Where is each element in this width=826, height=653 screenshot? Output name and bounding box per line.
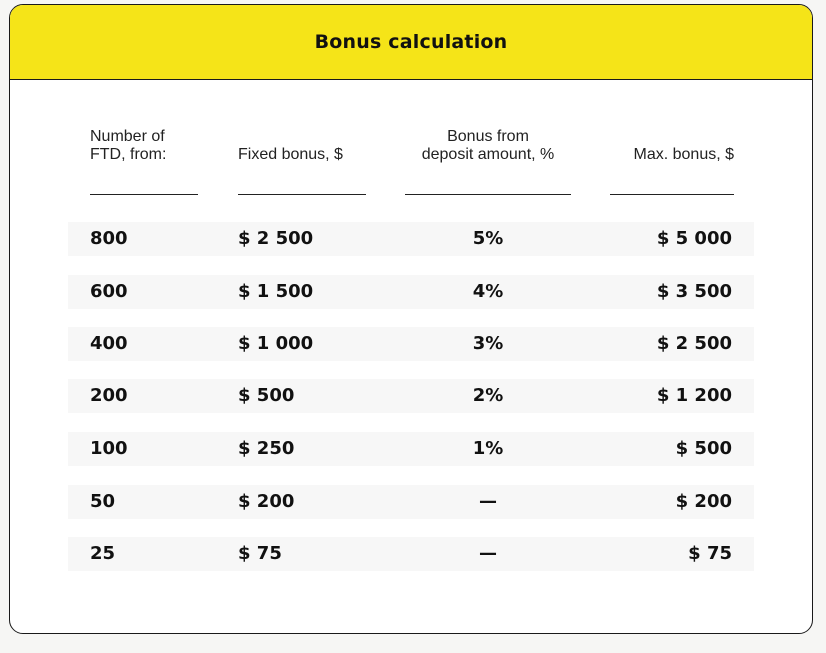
cell-max-bonus: $ 200 — [675, 491, 732, 512]
cell-ftd: 25 — [90, 543, 116, 564]
card-header — [10, 5, 812, 80]
cell-fixed-bonus: $ 1 000 — [238, 333, 314, 354]
table-row — [68, 432, 754, 466]
cell-fixed-bonus: $ 200 — [238, 491, 295, 512]
cell-ftd: 400 — [90, 333, 128, 354]
cell-percent: — — [479, 491, 497, 512]
table-row — [68, 537, 754, 571]
cell-max-bonus: $ 1 200 — [656, 385, 732, 406]
column-header-percent-rule — [405, 194, 571, 195]
column-header-fixed-bonus-label: Fixed bonus, $ — [238, 146, 343, 163]
cell-fixed-bonus: $ 250 — [238, 438, 295, 459]
cell-fixed-bonus: $ 500 — [238, 385, 295, 406]
cell-percent: 5% — [472, 228, 504, 249]
column-header-fixed-bonus — [238, 128, 366, 164]
cell-percent: 3% — [472, 333, 504, 354]
cell-max-bonus: $ 75 — [688, 543, 732, 564]
column-header-max-bonus-label: Max. bonus, $ — [633, 146, 734, 163]
cell-ftd: 800 — [90, 228, 128, 249]
cell-percent: 1% — [472, 438, 504, 459]
cell-percent: 2% — [472, 385, 504, 406]
cell-max-bonus: $ 5 000 — [656, 228, 732, 249]
column-header-percent-label: Bonus from deposit amount, % — [421, 128, 555, 163]
column-header-ftd-rule — [90, 194, 198, 195]
column-header-max-bonus — [610, 128, 734, 164]
table-row — [68, 275, 754, 309]
cell-ftd: 200 — [90, 385, 128, 406]
cell-max-bonus: $ 2 500 — [656, 333, 732, 354]
column-header-ftd — [90, 128, 198, 164]
card-title: Bonus calculation — [314, 31, 508, 53]
cell-max-bonus: $ 3 500 — [656, 281, 732, 302]
column-header-max-bonus-rule — [610, 194, 734, 195]
column-header-fixed-bonus-rule — [238, 194, 366, 195]
table-row — [68, 327, 754, 361]
cell-ftd: 100 — [90, 438, 128, 459]
table-row — [68, 222, 754, 256]
table-row — [68, 485, 754, 519]
cell-percent: — — [479, 543, 497, 564]
cell-fixed-bonus: $ 2 500 — [238, 228, 314, 249]
bonus-calculation-card — [9, 4, 813, 634]
cell-ftd: 600 — [90, 281, 128, 302]
cell-fixed-bonus: $ 75 — [238, 543, 282, 564]
column-header-percent — [405, 128, 571, 164]
cell-percent: 4% — [472, 281, 504, 302]
cell-ftd: 50 — [90, 491, 116, 512]
cell-max-bonus: $ 500 — [675, 438, 732, 459]
column-header-ftd-label: Number of FTD, from: — [90, 128, 167, 163]
cell-fixed-bonus: $ 1 500 — [238, 281, 314, 302]
table-row — [68, 379, 754, 413]
